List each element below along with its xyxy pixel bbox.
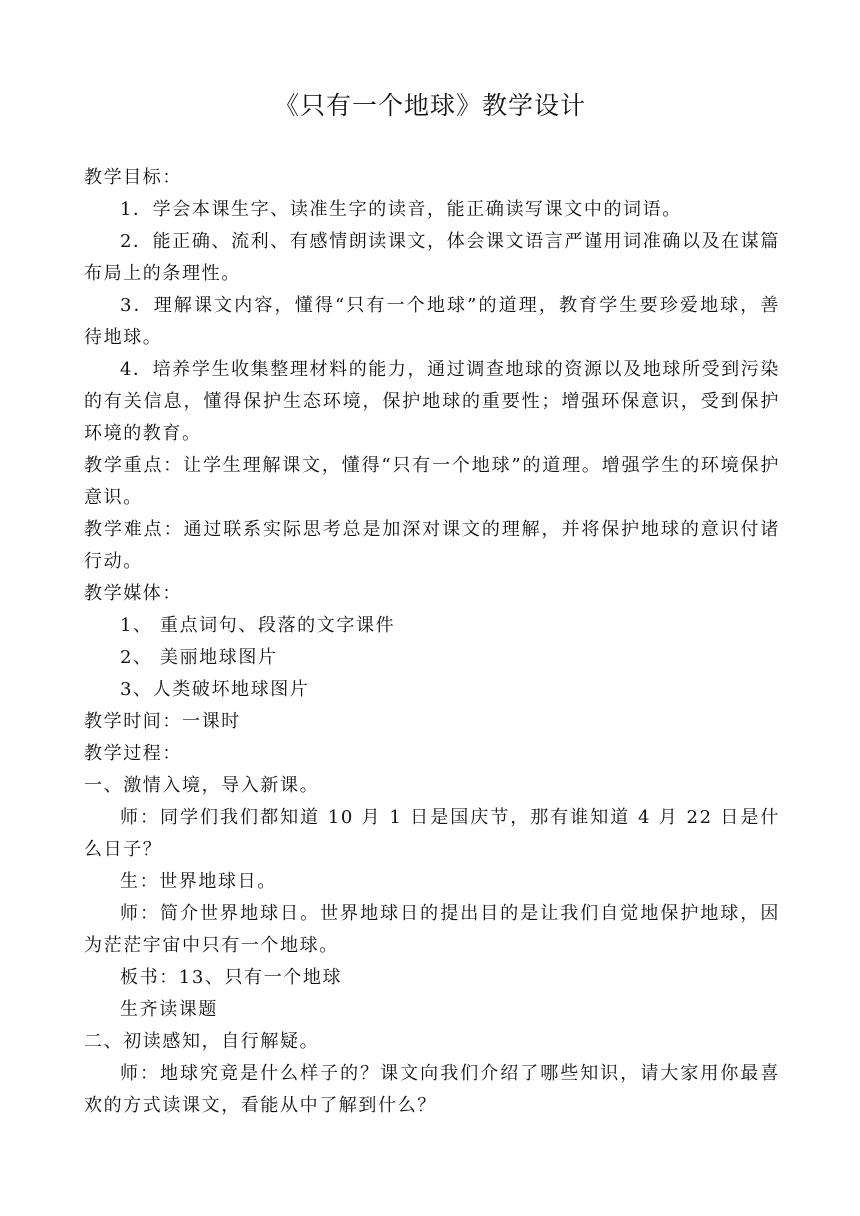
paragraph-teacher-1: 师：同学们我们都知道 10 月 1 日是国庆节，那有谁知道 4 月 22 日是什么日子？ <box>84 807 780 860</box>
paragraph-read-title: 生齐读课题 <box>120 999 218 1020</box>
paragraph-blackboard: 板书：13、只有一个地球 <box>120 967 343 988</box>
paragraph-teacher-3: 师：地球究竟是什么样子的？课文向我们介绍了哪些知识，请大家用你最喜欢的方式读课文，看能从中了解到什么？ <box>84 1063 780 1116</box>
paragraph-objective-2: 2．能正确、流利、有感情朗读课文，体会课文语言严谨用词准确以及在谋篇布局上的条理性。 <box>84 231 780 284</box>
paragraph-media-1: 1、 重点词句、段落的文字课件 <box>120 615 396 636</box>
document-title: 《只有一个地球》教学设计 <box>273 91 586 120</box>
paragraph-difficulties: 教学难点：通过联系实际思考总是加深对课文的理解，并将保护地球的意识付诸行动。 <box>84 519 780 572</box>
paragraph-teacher-2: 师：简介世界地球日。世界地球日的提出目的是让我们自觉地保护地球，因为茫茫宇宙中只有一个地球。 <box>84 903 780 956</box>
paragraph-objective-3: 3．理解课文内容，懂得“只有一个地球”的道理，教育学生要珍爱地球，善待地球。 <box>84 295 780 348</box>
paragraph-media-3: 3、人类破坏地球图片 <box>120 679 310 700</box>
paragraph-process-heading: 教学过程： <box>84 743 182 764</box>
paragraph-student-1: 生：世界地球日。 <box>120 871 277 892</box>
document-body <box>84 162 780 1122</box>
paragraph-media-heading: 教学媒体： <box>84 583 182 604</box>
paragraph-objectives-heading: 教学目标： <box>84 167 182 188</box>
paragraph-media-2: 2、 美丽地球图片 <box>120 647 278 668</box>
paragraph-objective-1: 1．学会本课生字、读准生字的读音，能正确读写课文中的词语。 <box>120 199 682 220</box>
paragraph-key-points: 教学重点：让学生理解课文，懂得“只有一个地球”的道理。增强学生的环境保护意识。 <box>84 455 780 508</box>
paragraph-section-2-heading: 二、初读感知，自行解疑。 <box>84 1031 320 1052</box>
paragraph-section-1-heading: 一、激情入境，导入新课。 <box>84 775 320 796</box>
paragraph-time: 教学时间：一课时 <box>84 711 241 732</box>
paragraph-objective-4: 4．培养学生收集整理材料的能力，通过调查地球的资源以及地球所受到污染的有关信息，懂得保护生态环境，保护地球的重要性；增强环保意识，受到保护环境的教育。 <box>84 359 780 444</box>
